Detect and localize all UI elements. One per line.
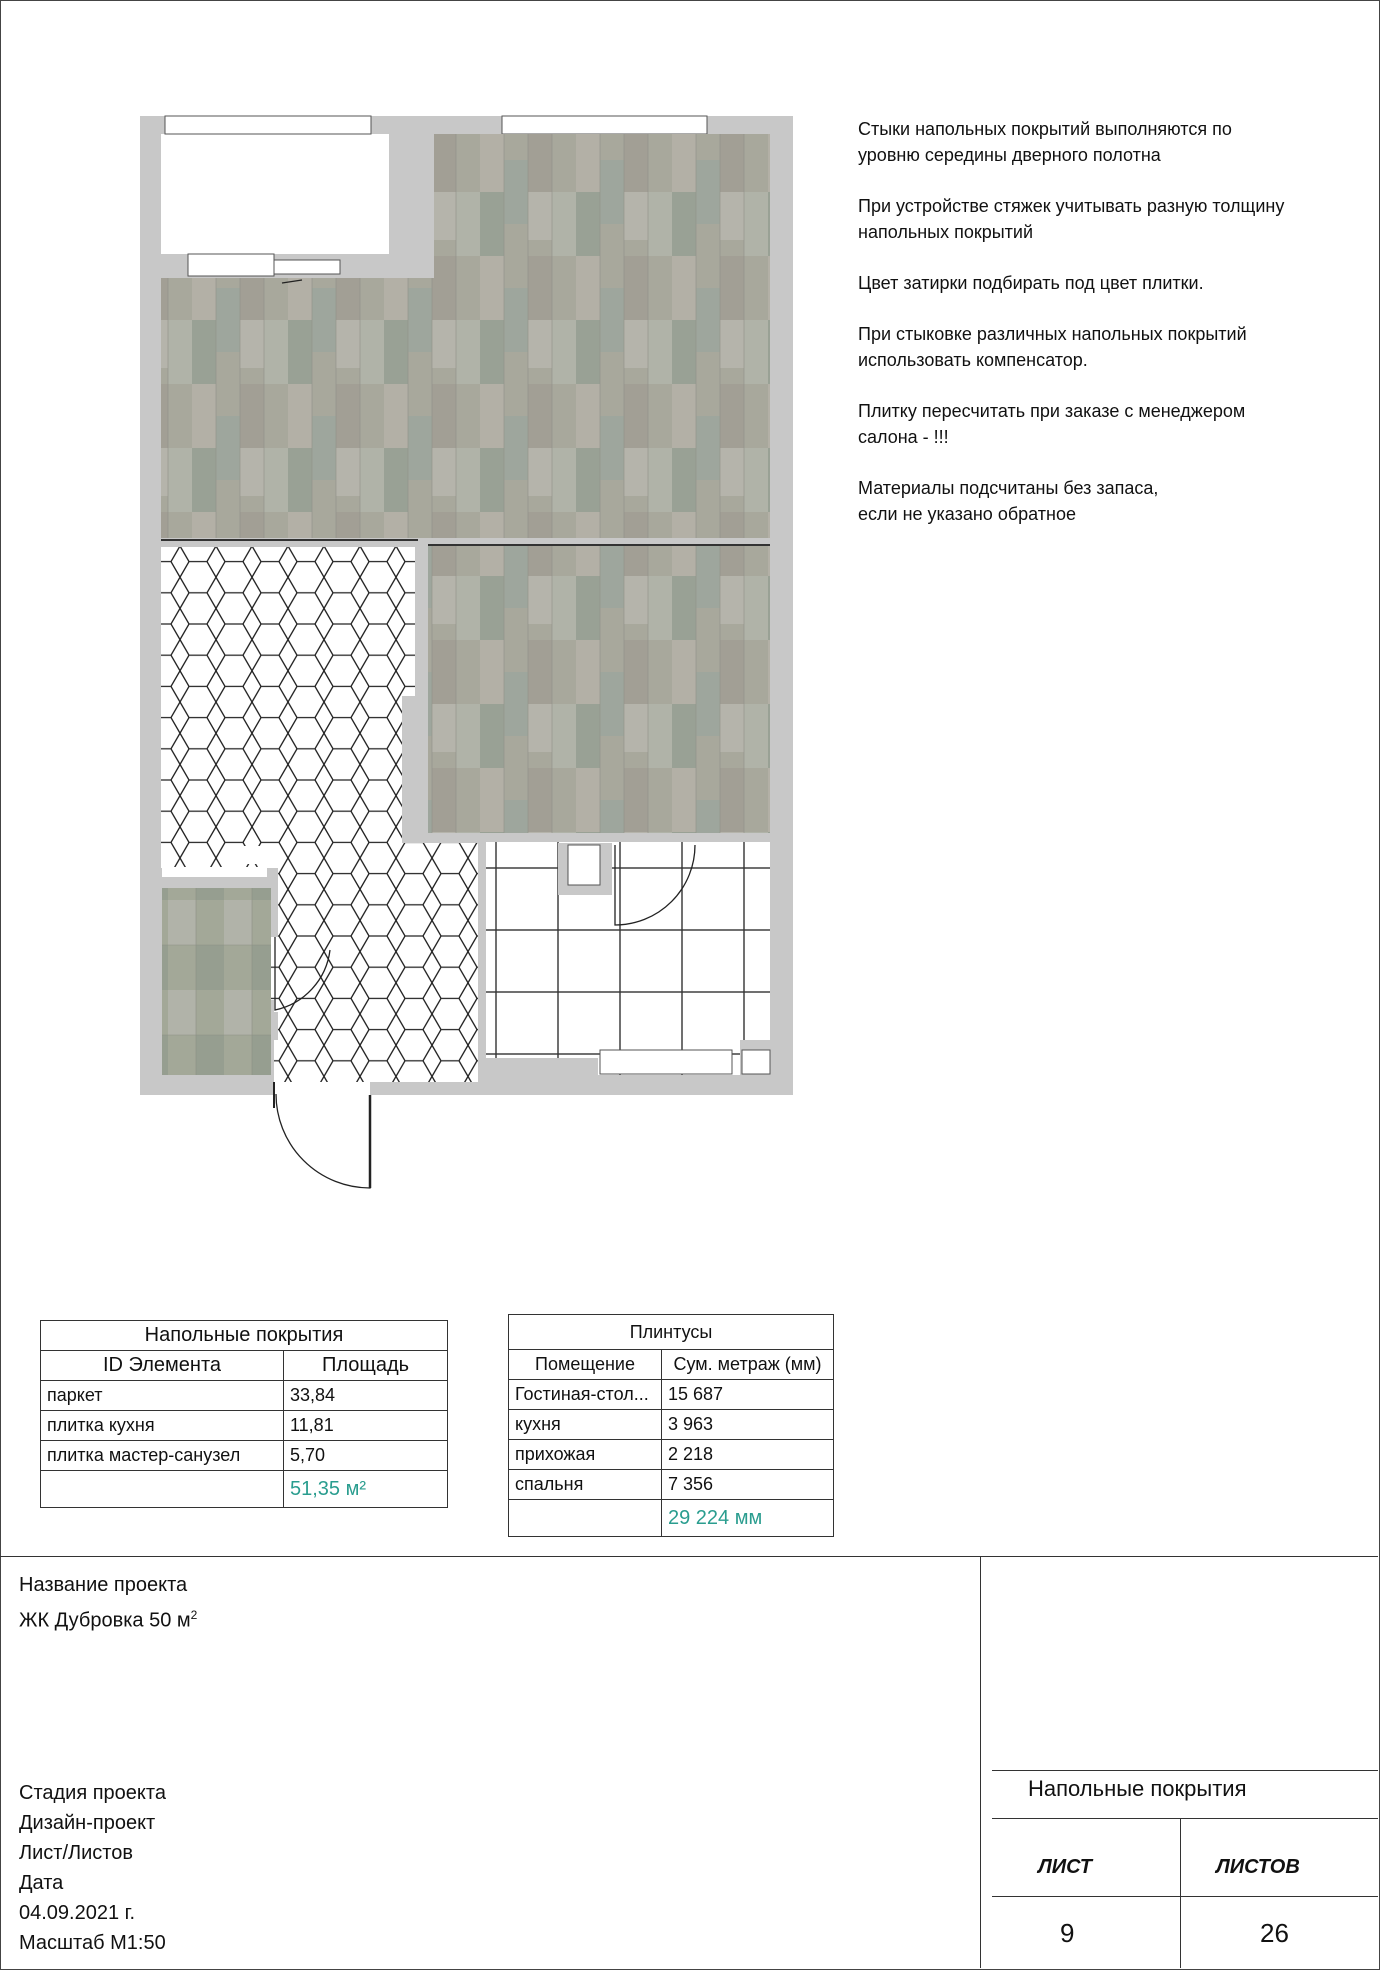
bathroom-niche [742,1050,770,1074]
entrance-opening [274,1082,370,1095]
sheets-label: Лист/Листов [19,1842,133,1864]
bathroom-tile [486,842,770,1075]
stage-label: Стадия проекта [19,1782,166,1804]
plinth-row-name: прихожая [509,1440,662,1470]
bathroom-shaft-inner [568,845,600,885]
table-row [509,1470,834,1500]
window-living [502,116,707,134]
plinth-col-room: Помещение [509,1350,662,1380]
plinth-row-name: кухня [509,1410,662,1440]
bedroom-parquet [428,545,770,833]
project-name-label: Название проекта [19,1574,188,1596]
note: Стыки напольных покрытий выполняются по уровню середины дверного полотна [858,119,1232,165]
project-name: ЖК Дубровка 50 м [19,1609,191,1632]
table-row [509,1410,834,1440]
plinth-row-value: 15 687 [662,1380,834,1410]
floor-row-value: 11,81 [284,1411,448,1441]
floor-col-area: Площадь [284,1351,448,1381]
scale: Масштаб М1:50 [19,1932,166,1954]
note: Материалы подсчитаны без запаса, если не указано обратное [858,478,1159,524]
project-name-sup: 2 [190,1608,198,1622]
floor-table-title: Напольные покрытия [41,1321,448,1351]
table-row [509,1380,834,1410]
balcony-door-2 [274,260,340,274]
project-name-block [19,1570,197,1636]
wardrobe-parquet-floor [162,888,271,1075]
sheets-total: 26 [1260,1918,1289,1948]
project-info [19,1778,166,1958]
table-row [41,1411,448,1441]
plinth-col-len: Сум. метраж (мм) [662,1350,834,1380]
note: Цвет затирки подбирать под цвет плитки. [858,273,1204,293]
floor-col-id: ID Элемента [41,1351,284,1381]
plinth-row-name: спальня [509,1470,662,1500]
date-label: Дата [19,1872,64,1894]
plinth-table-title: Плинтусы [509,1315,834,1350]
table-row [41,1381,448,1411]
floor-coverings-table [40,1320,448,1508]
floor-row-name: плитка мастер-санузел [41,1441,284,1471]
bathroom-step [600,1050,732,1074]
entrance-door [276,1094,370,1188]
sheets-count-label: ЛИСТОВ [1216,1856,1300,1878]
balcony-door [188,254,274,276]
note: При устройстве стяжек учитывать разную толщину напольных покрытий [858,196,1285,242]
floor-row-value: 5,70 [284,1441,448,1471]
note: При стыковке различных напольных покрытий использовать компенсатор. [858,324,1247,370]
floor-row-name: паркет [41,1381,284,1411]
note: Плитку пересчитать при заказе с менеджером салона - !!! [858,401,1246,447]
wardrobe-parquet [162,867,267,877]
stage-value: Дизайн-проект [19,1812,156,1834]
table-row [41,1441,448,1471]
plinth-row-value: 7 356 [662,1470,834,1500]
plinth-total: 29 224 мм [662,1500,834,1537]
wardrobe-niche [243,846,275,864]
balcony [161,134,389,254]
floor-row-value: 33,84 [284,1381,448,1411]
sheet-label: ЛИСТ [1038,1856,1093,1878]
floor-total: 51,35 м² [284,1471,448,1508]
date-value: 04.09.2021 г. [19,1902,136,1924]
plinth-row-value: 3 963 [662,1410,834,1440]
plinth-row-value: 2 218 [662,1440,834,1470]
plinth-row-name: Гостиная-стол... [509,1380,662,1410]
notes [858,116,1338,552]
plinths-table [508,1314,834,1537]
table-row [509,1440,834,1470]
sheet-number: 9 [1060,1918,1075,1948]
floor-row-name: плитка кухня [41,1411,284,1441]
sheet-title: Напольные покрытия [1028,1776,1247,1801]
window-balcony [165,116,371,134]
